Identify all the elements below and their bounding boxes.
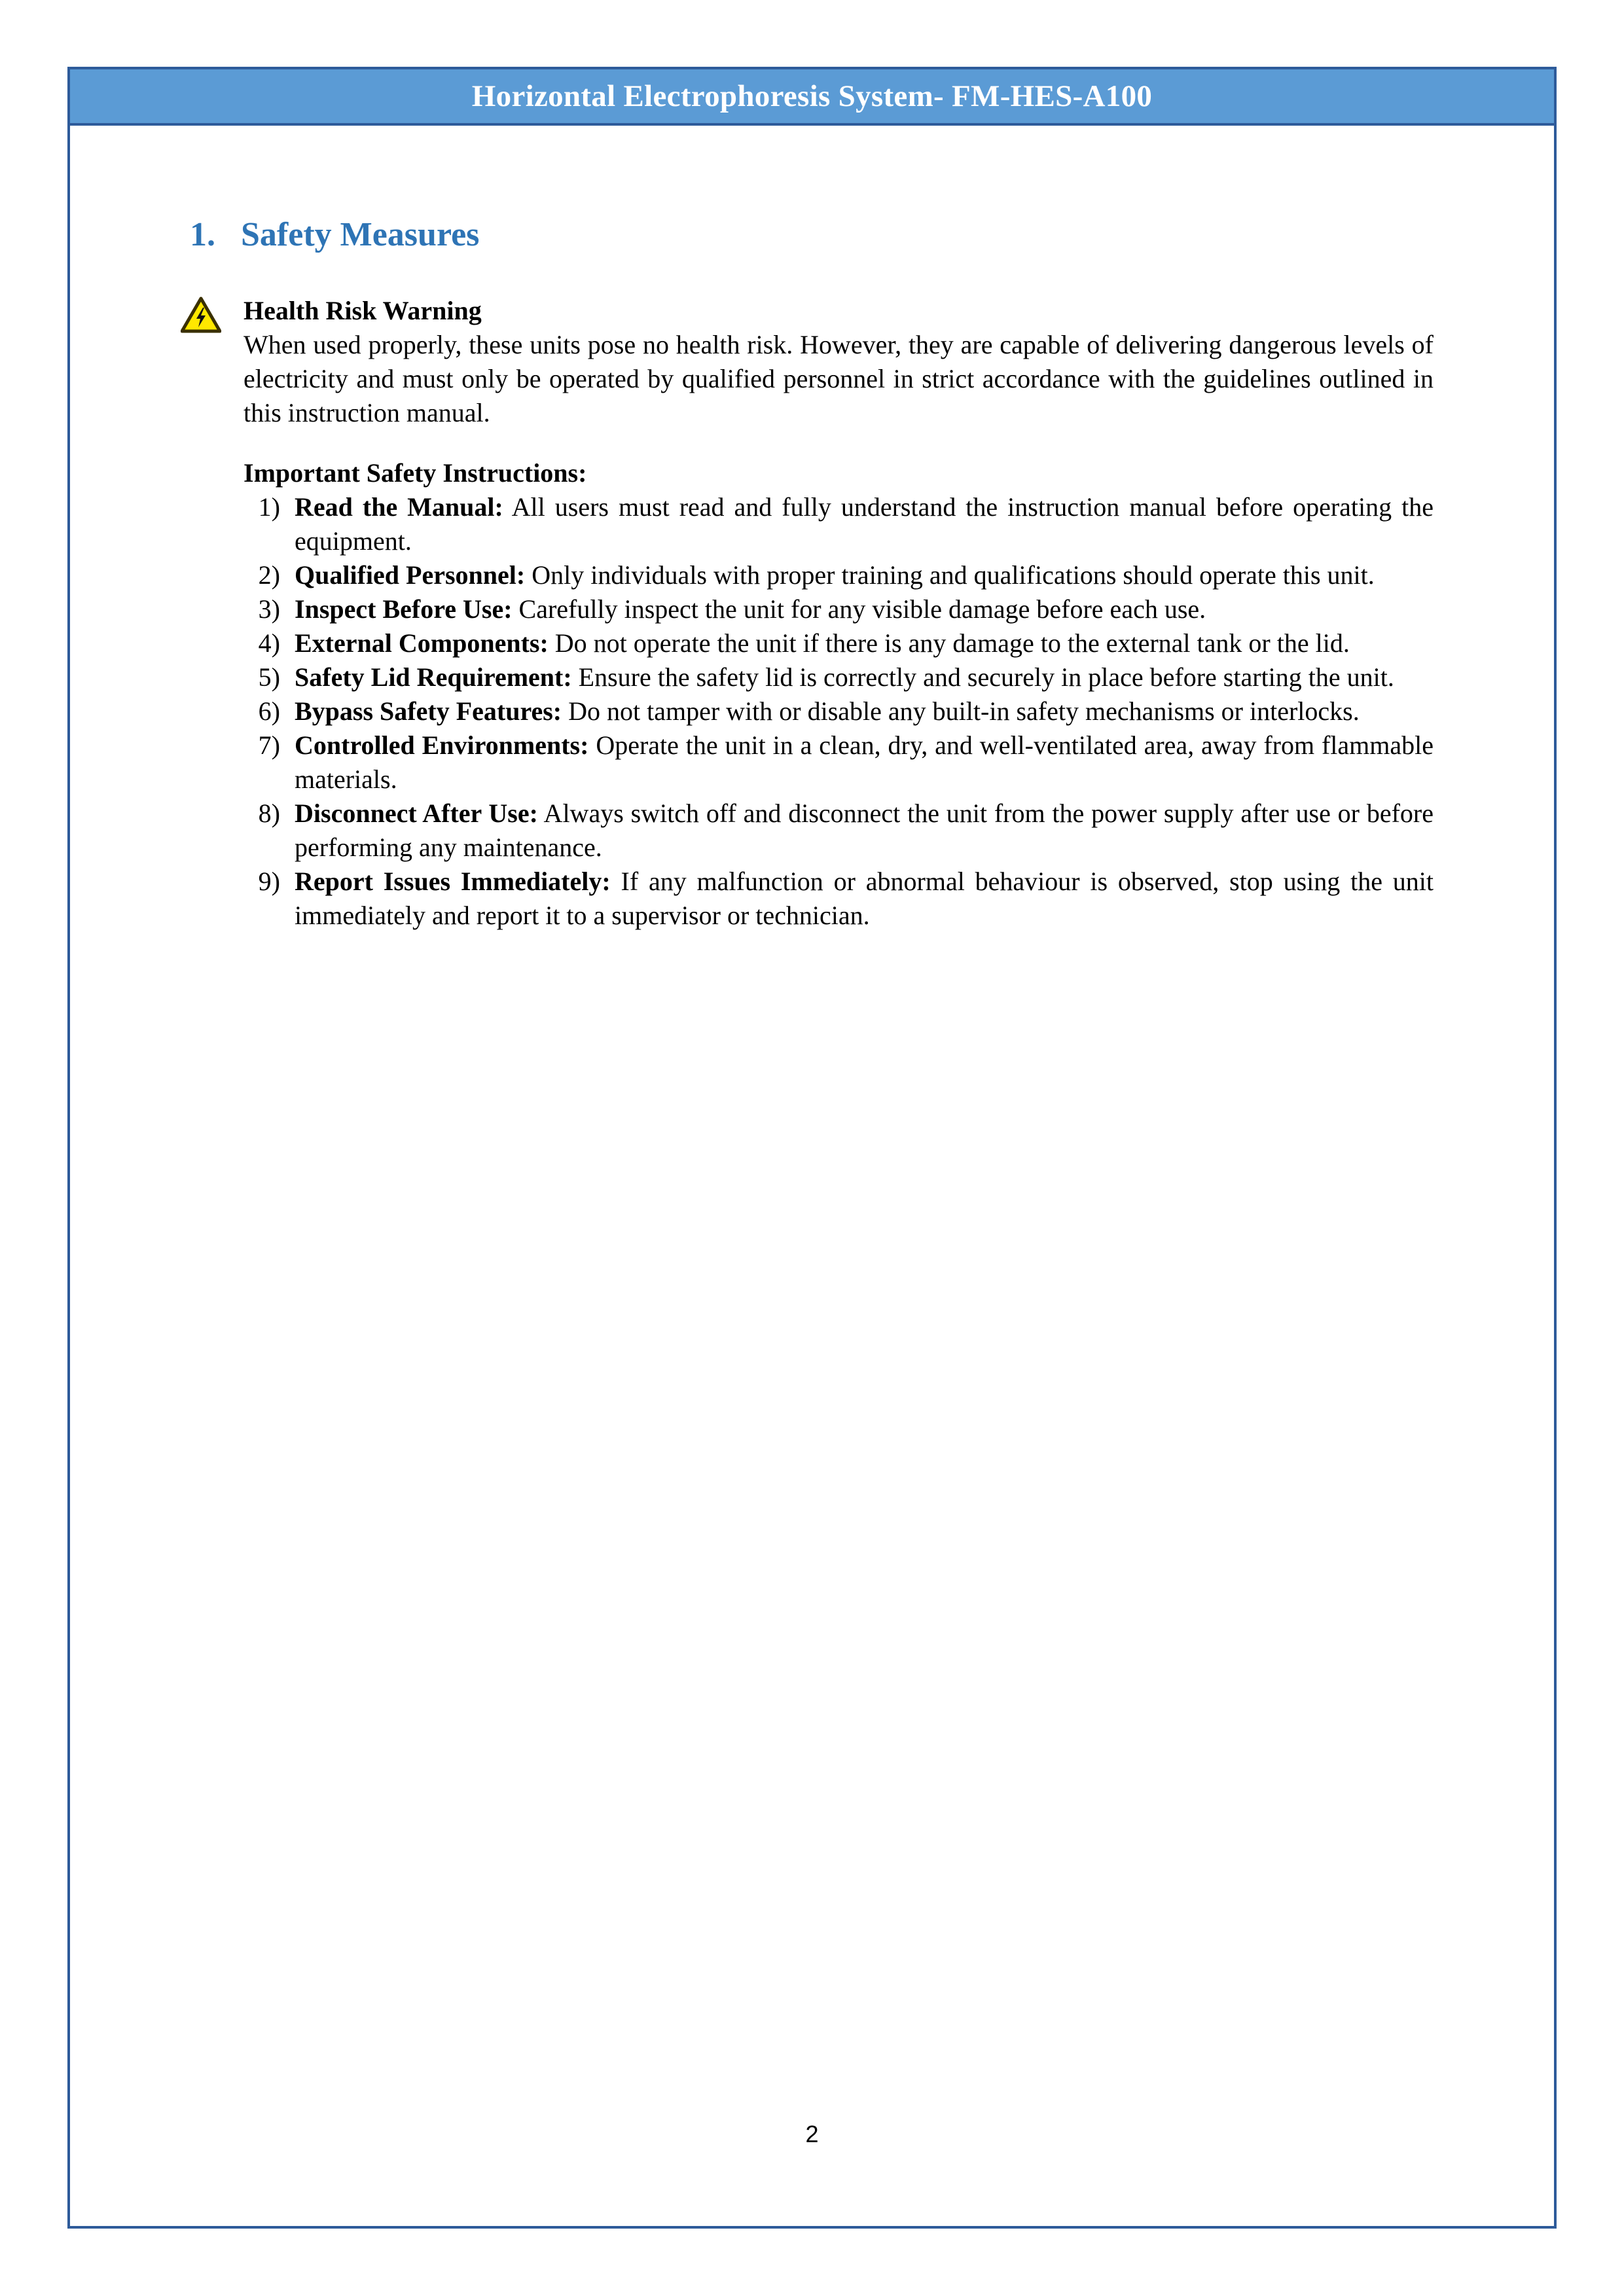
safety-instruction-item	[244, 660, 1434, 694]
safety-instruction-item	[244, 797, 1434, 865]
safety-instruction-text: If any malfunction or abnormal behaviour is observed, stop using the unit immediately and report it to a supervisor or technician.	[295, 867, 1434, 931]
safety-instruction-text: Do not operate the unit if there is any damage to the external tank or the lid.	[548, 628, 1350, 658]
page-content	[190, 216, 1434, 933]
safety-instruction-term: External Components:	[295, 628, 549, 658]
page-number: 2	[805, 2121, 819, 2147]
safety-instruction-item	[244, 865, 1434, 933]
safety-instruction-term: Qualified Personnel:	[295, 560, 526, 590]
safety-instruction-term: Safety Lid Requirement:	[295, 662, 572, 692]
safety-instruction-item	[244, 490, 1434, 558]
safety-instruction-term: Disconnect After Use:	[295, 798, 538, 829]
safety-instruction-text: Always switch off and disconnect the unit from the power supply after use or before performing any maintenance.	[295, 798, 1434, 863]
safety-instruction-item	[244, 626, 1434, 660]
safety-instruction-term: Bypass Safety Features:	[295, 696, 562, 726]
safety-instruction-term: Report Issues Immediately:	[295, 867, 611, 897]
safety-instruction-text: Only individuals with proper training and qualifications should operate this unit.	[525, 560, 1375, 590]
health-risk-warning-block	[244, 294, 1434, 430]
safety-instruction-text: Operate the unit in a clean, dry, and well-ventilated area, away from flammable materials.	[295, 730, 1434, 795]
safety-instruction-number: 7)	[258, 730, 280, 761]
safety-instruction-text: Ensure the safety lid is correctly and securely in place before starting the unit.	[571, 662, 1394, 692]
document-title: Horizontal Electrophoresis System- FM-HES-A100	[471, 79, 1153, 113]
safety-instruction-item	[244, 694, 1434, 728]
section-title: Safety Measures	[241, 216, 480, 253]
section-heading	[190, 216, 1434, 253]
safety-instruction-text: Do not tamper with or disable any built-in safety mechanisms or interlocks.	[562, 696, 1360, 726]
health-risk-warning-paragraph: When used properly, these units pose no health risk. However, they are capable of delivering dangerous levels of electricity and must only be operated by qualified personnel in strict accordance with the guidelines outlined in this instruction manual.	[244, 330, 1434, 428]
safety-instruction-number: 3)	[258, 594, 280, 624]
safety-instruction-number: 9)	[258, 867, 280, 897]
safety-instruction-term: Read the Manual:	[295, 492, 503, 522]
electrical-hazard-warning-icon	[181, 296, 221, 333]
paragraph-spacer	[244, 430, 1434, 456]
health-risk-warning-heading: Health Risk Warning	[244, 296, 482, 326]
safety-instruction-number: 1)	[258, 492, 280, 522]
document-header-banner	[67, 67, 1557, 126]
safety-instruction-number: 6)	[258, 696, 280, 726]
safety-instruction-number: 2)	[258, 560, 280, 590]
section-number: 1.	[190, 216, 215, 253]
section-body	[244, 294, 1434, 933]
safety-instruction-text: All users must read and fully understand the instruction manual before operating the equipment.	[295, 492, 1434, 556]
important-safety-instructions-heading: Important Safety Instructions:	[244, 458, 587, 488]
safety-instruction-number: 4)	[258, 628, 280, 658]
safety-instruction-item	[244, 728, 1434, 797]
safety-instructions-list	[244, 490, 1434, 933]
safety-instruction-term: Inspect Before Use:	[295, 594, 513, 624]
safety-instruction-number: 5)	[258, 662, 280, 692]
safety-instruction-text: Carefully inspect the unit for any visible damage before each use.	[512, 594, 1206, 624]
safety-instruction-number: 8)	[258, 798, 280, 829]
safety-instruction-item	[244, 592, 1434, 626]
safety-instruction-item	[244, 558, 1434, 592]
safety-instruction-term: Controlled Environments:	[295, 730, 589, 761]
